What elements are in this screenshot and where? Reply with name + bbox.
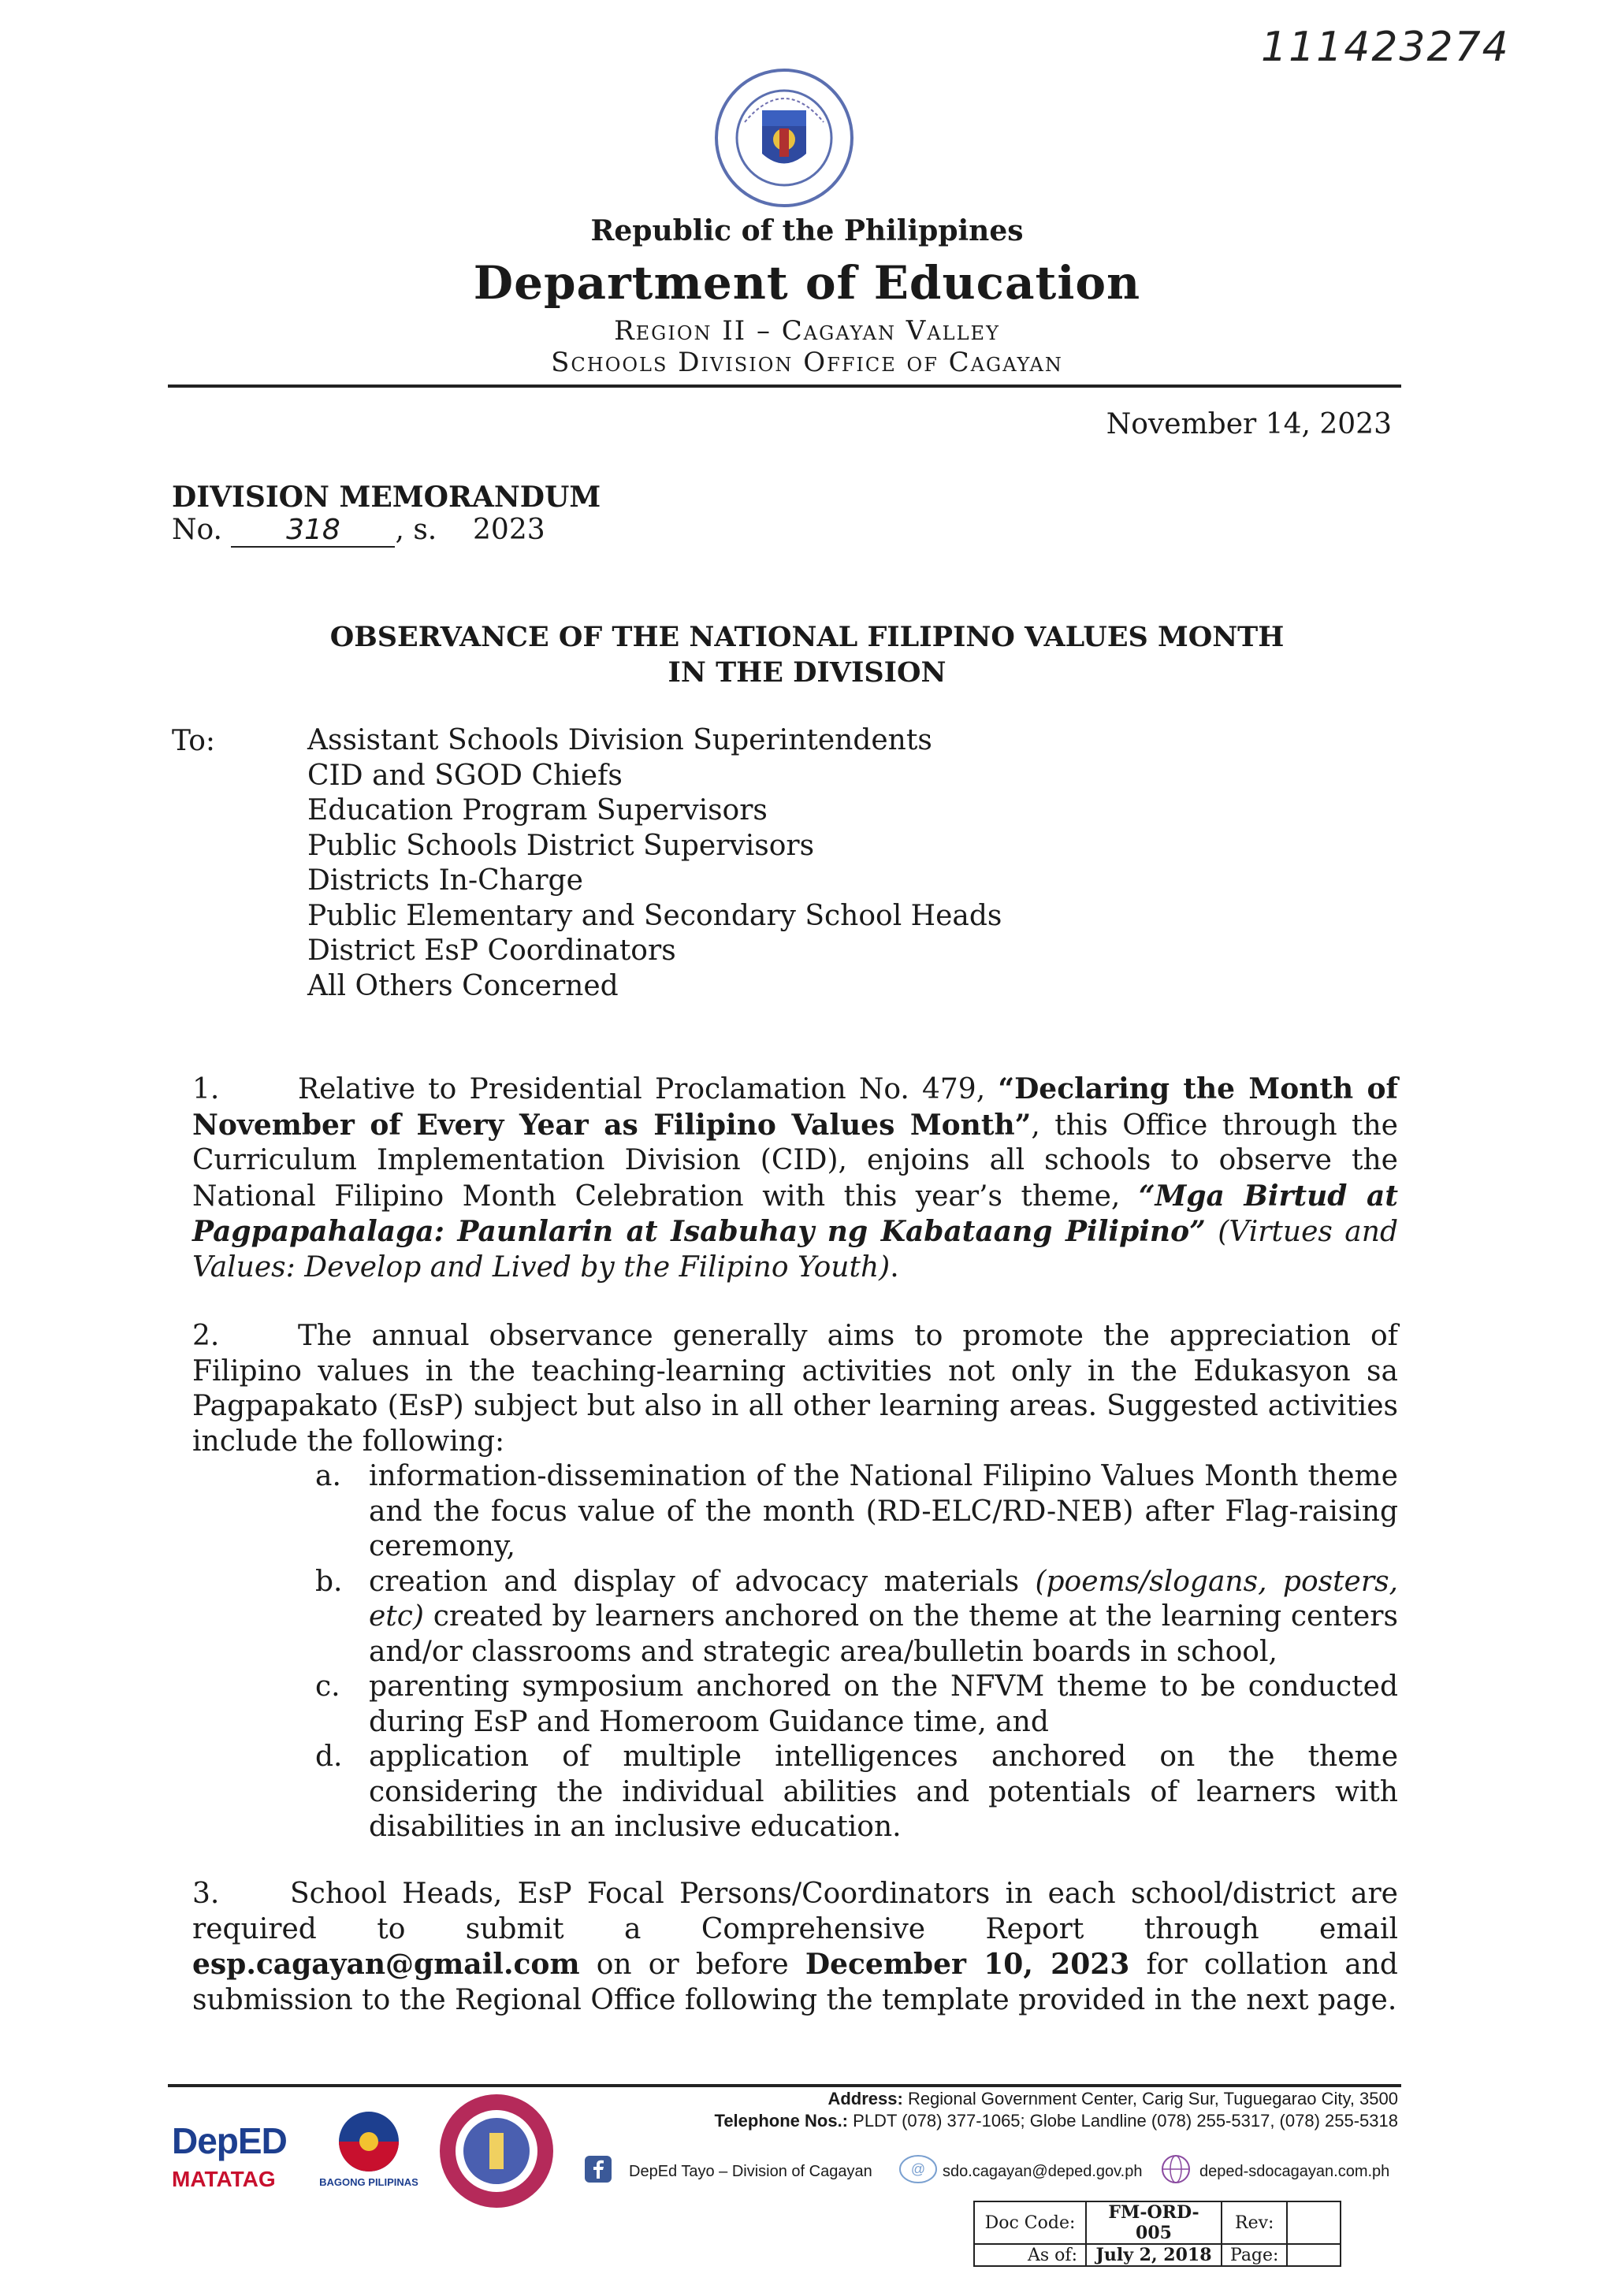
facebook-icon <box>585 2156 612 2183</box>
page-value <box>1287 2244 1341 2266</box>
recipient-list <box>307 723 1002 1004</box>
para-number: 1. <box>192 1073 220 1105</box>
recipient: Districts In-Charge <box>307 864 583 897</box>
recipient: Public Schools District Supervisors <box>307 829 815 862</box>
division-seal <box>437 2092 556 2210</box>
para-text: The annual observance generally aims to promote the appreciation of Filipino values in the teaching-learning activities not only in the Edukasyon sa Pagpapakato (EsP) subject but also in all other learning areas. Suggested activities include the following: <box>192 1320 1398 1458</box>
header-divider <box>168 385 1401 388</box>
memo-no-label: No. <box>172 514 222 546</box>
department-heading: Department of Education <box>473 256 1141 310</box>
recipient: District EsP Coordinators <box>307 934 676 967</box>
proclamation-title: “Declaring the Month of November of Every Year as Filipino Values Month” <box>192 1072 1398 1142</box>
deped-wordmark: DepED <box>172 2120 287 2161</box>
division-heading: Schools Division Office of Cagayan <box>551 347 1063 378</box>
para-text: . <box>890 1250 899 1284</box>
bagong-pilipinas-logo <box>314 2104 424 2190</box>
memo-number-line <box>172 514 545 548</box>
deped-matatag-logo <box>172 2120 287 2192</box>
address-label: Address: <box>827 2089 903 2108</box>
telephone-value: PLDT (078) 377-1065; Globe Landline (078) 255-5317, (078) 255-5318 <box>853 2111 1398 2131</box>
memo-subject <box>0 619 1614 690</box>
recipient: All Others Concerned <box>307 969 619 1002</box>
handwritten-reference-number: 111423274 <box>1261 24 1510 71</box>
theme-translation: (Virtues and Values: Develop and Lived by the Filipino Youth) <box>192 1216 1398 1284</box>
list-item <box>315 1459 1398 1565</box>
report-deadline: December 10, 2023 <box>805 1948 1130 1981</box>
footer-address <box>827 2089 1398 2109</box>
facebook-page[interactable]: DepEd Tayo – Division of Cagayan <box>629 2163 872 2180</box>
list-text: creation and display of advocacy materials <box>369 1565 1036 1598</box>
contact-email[interactable]: sdo.cagayan@deped.gov.ph <box>943 2163 1143 2180</box>
paragraph-3 <box>192 1877 1398 2018</box>
svg-text:@: @ <box>910 2161 926 2177</box>
to-label: To: <box>172 725 216 757</box>
address-value: Regional Government Center, Carig Sur, Tuguegarao City, 3500 <box>907 2089 1398 2108</box>
as-of-value: July 2, 2018 <box>1086 2244 1222 2266</box>
memo-title: DIVISION MEMORANDUM <box>172 481 601 514</box>
para-number: 2. <box>192 1320 220 1352</box>
subject-line-2: IN THE DIVISION <box>668 656 946 689</box>
memo-year: 2023 <box>473 514 545 546</box>
list-item <box>315 1565 1398 1670</box>
para-text: School Heads, EsP Focal Persons/Coordinators in each school/district are required to submit a Comprehensive Report through email <box>192 1878 1398 1945</box>
page-label: Page: <box>1222 2244 1287 2266</box>
para-text: for collation and submission to the Regional Office following the template provided in the next page. <box>192 1949 1398 2016</box>
bagong-pilipinas-text: BAGONG PILIPINAS <box>319 2176 418 2188</box>
list-text: information-dissemination of the National Filipino Values Month theme and the focus value of the month (RD-ELC/RD-NEB) after Flag-raising ceremony, <box>369 1460 1398 1562</box>
list-item <box>315 1740 1398 1845</box>
memo-date: November 14, 2023 <box>1106 408 1392 440</box>
recipient: CID and SGOD Chiefs <box>307 759 623 792</box>
email-icon <box>898 2154 938 2184</box>
theme-title: “Mga Birtud at Pagpapahalaga: Paunlarin at Isabuhay ng Kabataang Pilipino” <box>192 1179 1398 1248</box>
rev-label: Rev: <box>1222 2201 1287 2244</box>
list-item <box>315 1670 1398 1740</box>
list-letter: b. <box>315 1565 343 1598</box>
para-number: 3. <box>192 1878 220 1910</box>
matatag-wordmark: MATATAG <box>172 2167 276 2191</box>
memo-series-label: , s. <box>395 514 437 546</box>
as-of-label: As of: <box>974 2244 1086 2266</box>
list-text: application of multiple intelligences anchored on the theme considering the individual abilities and potentials of learners with disabilities in an inclusive education. <box>369 1741 1398 1843</box>
doc-code-label: Doc Code: <box>974 2201 1086 2244</box>
subject-line-1: OBSERVANCE OF THE NATIONAL FILIPINO VALUES MONTH <box>329 621 1285 653</box>
recipient: Public Elementary and Secondary School Heads <box>307 899 1002 932</box>
paragraph-1 <box>192 1072 1398 1285</box>
list-italic: (poems/slogans, posters, etc) <box>369 1565 1398 1633</box>
list-text: parenting symposium anchored on the NFVM theme to be conducted during EsP and Homeroom Guidance time, and <box>369 1670 1398 1738</box>
list-text: created by learners anchored on the theme at the learning centers and/or classrooms and strategic area/bulletin boards in school, <box>369 1600 1398 1668</box>
list-letter: a. <box>315 1460 341 1492</box>
activities-list <box>315 1459 1398 1845</box>
list-letter: c. <box>315 1670 340 1703</box>
memo-no-value: 318 <box>231 514 395 548</box>
doc-code-value: FM-ORD-005 <box>1086 2201 1222 2244</box>
website-link[interactable]: deped-sdocagayan.com.ph <box>1199 2163 1390 2180</box>
paragraph-2 <box>192 1319 1398 1459</box>
document-control-table <box>973 2201 1341 2267</box>
para-text: Relative to Presidential Proclamation No. 479, <box>298 1073 999 1105</box>
telephone-label: Telephone Nos.: <box>714 2111 849 2131</box>
list-letter: d. <box>315 1741 343 1773</box>
para-text: on or before <box>579 1949 805 1981</box>
report-email: esp.cagayan@gmail.com <box>192 1948 580 1981</box>
rev-value <box>1287 2201 1341 2244</box>
footer-telephone <box>715 2111 1398 2131</box>
recipient: Education Program Supervisors <box>307 794 768 827</box>
republic-heading: Republic of the Philippines <box>590 214 1024 247</box>
globe-icon <box>1157 2154 1195 2184</box>
region-heading: Region II – Cagayan Valley <box>614 315 1000 347</box>
recipient: Assistant Schools Division Superintendents <box>307 724 932 756</box>
para-text: , this Office through the Curriculum Implementation Division (CID), enjoins all schools to observe the National Filipino Month Celebration with this year’s theme, <box>192 1109 1398 1213</box>
deped-seal <box>713 67 855 209</box>
footer-divider <box>168 2084 1401 2087</box>
